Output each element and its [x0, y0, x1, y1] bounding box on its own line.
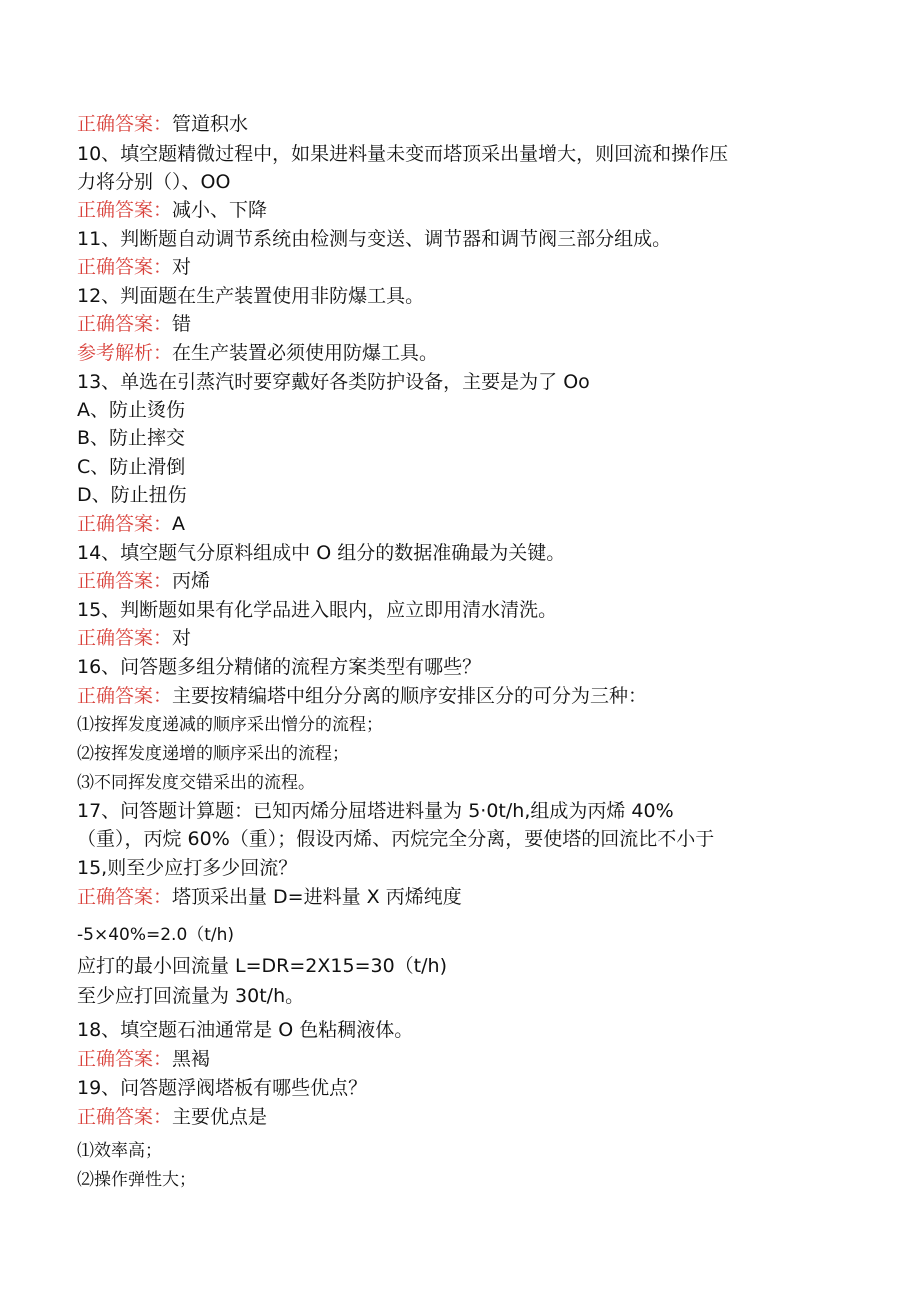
answer-text: 错	[172, 313, 192, 335]
option-text: C、防止滑倒	[77, 456, 186, 478]
question-text: 16、问答题多组分精储的流程方案类型有哪些？	[77, 656, 482, 678]
answer-item-16-1	[77, 712, 383, 738]
answer-text: 减小、下降	[172, 199, 268, 221]
question-13	[77, 369, 590, 395]
answer-label: 正确答案：	[77, 199, 173, 221]
answer-item-16-3	[77, 770, 315, 796]
answer-text: 主要优点是	[172, 1106, 268, 1128]
question-text: 力将分别（）、OO	[77, 171, 231, 193]
question-12	[77, 283, 424, 309]
option-d	[77, 482, 187, 508]
question-text: （重），丙烷 60%（重）；假设丙烯、丙烷完全分离，要使塔的回流比不小于	[77, 828, 715, 850]
answer-line-9	[77, 111, 248, 137]
question-text: 14、填空题气分原料组成中 O 组分的数据准确最为关键。	[77, 542, 566, 564]
question-text: 18、填空题石油通常是 O 色粘稠液体。	[77, 1019, 414, 1041]
question-10-line-1	[77, 141, 728, 167]
question-text: 17、问答题计算题：已知丙烯分屈塔进料量为 5·0t∕h,组成为丙烯 40%	[77, 800, 674, 822]
answer-text: ⑶不同挥发度交错采出的流程。	[77, 773, 315, 793]
answer-text: ⑴效率高；	[77, 1141, 162, 1161]
answer-text: A	[172, 513, 186, 535]
answer-label: 正确答案：	[77, 685, 173, 707]
answer-label: 正确答案：	[77, 570, 173, 592]
answer-label: 正确答案：	[77, 1106, 173, 1128]
option-text: B、防止摔交	[77, 427, 186, 449]
answer-calc-2	[77, 953, 447, 979]
answer-calc-1	[77, 922, 234, 948]
answer-text: ⑴按挥发度递减的顺序采出憎分的流程；	[77, 715, 383, 735]
answer-label: 正确答案：	[77, 256, 173, 278]
answer-text: 塔顶采出量 D=进料量 X 丙烯纯度	[172, 886, 462, 908]
question-16	[77, 654, 481, 680]
answer-text: ⑵按挥发度递增的顺序采出的流程；	[77, 744, 349, 764]
answer-line-15	[77, 625, 191, 651]
answer-calc-3	[77, 983, 304, 1009]
answer-label: 正确答案：	[77, 886, 173, 908]
question-text: 12、判面题在生产装置使用非防爆工具。	[77, 285, 425, 307]
answer-item-19-2	[77, 1167, 196, 1193]
answer-label: 正确答案：	[77, 513, 173, 535]
answer-text: ⑵操作弹性大；	[77, 1170, 196, 1190]
question-text: 15、判断题如果有化学品进入眼内，应立即用清水清洗。	[77, 599, 558, 621]
answer-item-19-1	[77, 1138, 162, 1164]
question-17-line-2	[77, 826, 714, 852]
explanation-text: 在生产装置必须使用防爆工具。	[172, 342, 439, 364]
answer-label: 正确答案：	[77, 313, 173, 335]
question-14	[77, 540, 565, 566]
explanation-label: 参考解析：	[77, 342, 173, 364]
question-17-line-3	[77, 855, 297, 881]
answer-text: -5×40%=2.0（t∕h)	[77, 925, 235, 945]
option-b	[77, 425, 185, 451]
answer-line-18	[77, 1046, 210, 1072]
answer-line-10	[77, 197, 267, 223]
question-text: 19、问答题浮阀塔板有哪些优点？	[77, 1077, 368, 1099]
question-19	[77, 1075, 367, 1101]
question-11	[77, 226, 671, 252]
answer-item-16-2	[77, 741, 349, 767]
explanation-line-12	[77, 340, 438, 366]
question-text: 13、单选在引蒸汽时要穿戴好各类防护设备，主要是为了 Oo	[77, 371, 590, 393]
answer-line-12	[77, 311, 191, 337]
answer-text: 对	[172, 256, 192, 278]
answer-label: 正确答案：	[77, 627, 173, 649]
question-18	[77, 1017, 413, 1043]
answer-line-13	[77, 511, 185, 537]
answer-text: 对	[172, 627, 192, 649]
answer-text: 黑褐	[172, 1048, 211, 1070]
answer-line-11	[77, 254, 191, 280]
question-10-line-2	[77, 169, 230, 195]
question-text: 11、判断题自动调节系统由检测与变送、调节器和调节阀三部分组成。	[77, 228, 672, 250]
question-text: 10、填空题精微过程中，如果进料量未变而塔顶采出量增大，则回流和操作压	[77, 143, 729, 165]
option-text: D、防止扭伤	[77, 484, 187, 506]
answer-label: 正确答案：	[77, 1048, 173, 1070]
answer-line-14	[77, 568, 210, 594]
question-text: 15,则至少应打多少回流？	[77, 857, 298, 879]
question-15	[77, 597, 557, 623]
answer-line-17	[77, 884, 462, 910]
question-17-line-1	[77, 798, 674, 824]
option-a	[77, 397, 185, 423]
answer-text: 丙烯	[172, 570, 211, 592]
option-c	[77, 454, 185, 480]
answer-text: 管道积水	[172, 113, 249, 135]
answer-text: 应打的最小回流量 L=DR=2X15=30（t∕h)	[77, 955, 447, 977]
answer-label: 正确答案：	[77, 113, 173, 135]
answer-line-19	[77, 1104, 267, 1130]
answer-text: 主要按精编塔中组分分离的顺序安排区分的可分为三种：	[172, 685, 648, 707]
option-text: A、防止烫伤	[77, 399, 185, 421]
answer-line-16	[77, 683, 647, 709]
answer-text: 至少应打回流量为 30t∕h。	[77, 985, 305, 1007]
